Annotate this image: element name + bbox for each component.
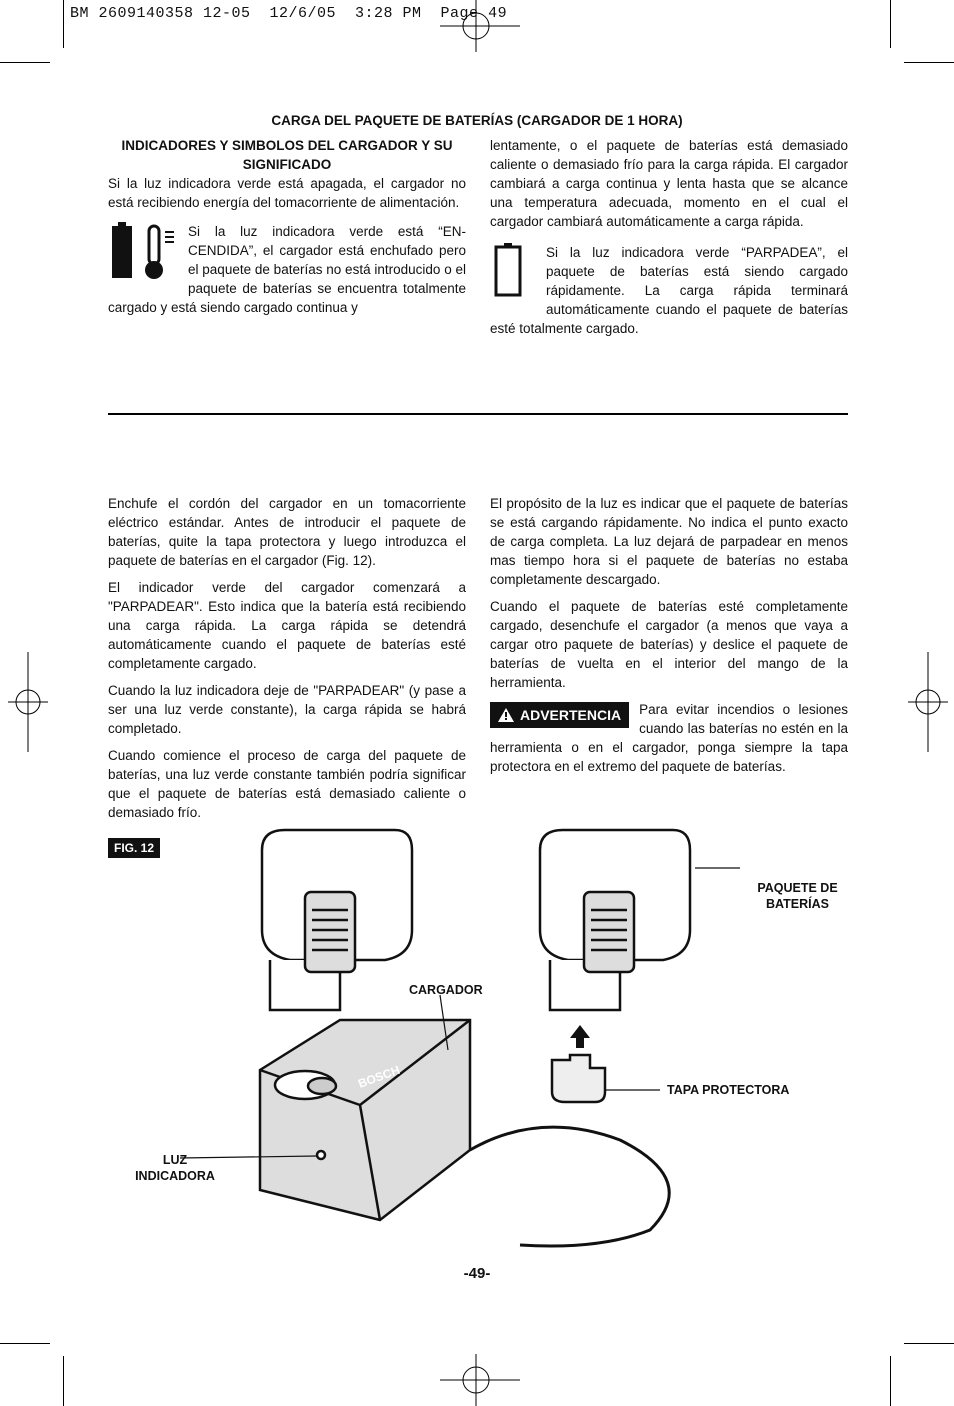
indicator-on-icons bbox=[108, 222, 188, 286]
indicator-blink-icons bbox=[490, 243, 546, 301]
charger-base bbox=[260, 1020, 470, 1220]
indicator-on-item bbox=[108, 222, 466, 317]
charging-paragraph-4: Cuando comience el proceso de carga del paquete de baterías, una luz verde constante también podría significar que el paquete de baterías está demasiado caliente o demasiado frío. bbox=[108, 748, 466, 820]
registration-mark-top bbox=[440, 0, 520, 52]
insert-arrow bbox=[570, 1025, 590, 1048]
battery-pack-loose bbox=[540, 830, 690, 1010]
indicator-on-continued: lentamente, o el paquete de baterías está demasiado caliente o demasiado frío para la carga rápida. El cargador cambiará a carga continua y lenta hasta que se alcance una temperatura adecuada, momento en el cual el cargador cambiará automáticamente a carga rápida. bbox=[490, 138, 848, 229]
charging-paragraph-3: Cuando la luz indicadora deje de "PARPADEAR" (y pase a ser una luz verde constante), la carga rápida se habrá completado. bbox=[108, 683, 466, 736]
charging-paragraph-2: El indicador verde del cargador comenzará a "PARPADEAR". Esto indica que la batería está recibiendo una carga rápida. La carga rápida se detendrá automáticamente cuando el paquete de baterías esté completamente cargado. bbox=[108, 580, 466, 671]
charging-paragraph-6: Cuando el paquete de baterías esté completamente cargado, desenchufe el cargador (a menos que vaya a cargar otro paquete de baterías) y deslice el paquete de baterías de vuelta en el interior del mango de la herramienta. bbox=[490, 599, 848, 690]
protective-cap bbox=[552, 1055, 605, 1102]
battery-pack-inserted bbox=[262, 830, 412, 1010]
charging-left-column bbox=[108, 494, 466, 830]
thermometer-icon bbox=[144, 222, 184, 286]
indicators-intro: Si la luz indicadora verde está apagada, el cargador no está recibiendo energía del tomacorriente de alimentación. bbox=[108, 176, 466, 210]
battery-outline-icon bbox=[490, 243, 530, 301]
warning-block bbox=[490, 700, 848, 776]
callout-battery-pack: PAQUETE DE BATERÍAS bbox=[757, 881, 838, 911]
warning-label: ADVERTENCIA bbox=[520, 707, 622, 723]
print-slug: BM 2609140358 12-05 12/6/05 3:28 PM Page 49 bbox=[70, 5, 508, 22]
callout-protective-cap: TAPA PROTECTORA bbox=[667, 1083, 790, 1097]
callout-charger: CARGADOR bbox=[409, 983, 483, 997]
registration-mark-bottom bbox=[440, 1354, 520, 1406]
indicator-blink-text: Si la luz indicadora verde “PARPADEA”, el paquete de baterías está siendo cargado rápidamente. La carga rápida terminará automáticamente cuando el paquete de baterías esté totalmente cargado. bbox=[490, 245, 848, 336]
warning-text: Para evitar incendios o lesiones cuando las baterías no estén en la herramienta o en el cargador, ponga siempre la tapa protectora en el extremo del paquete de baterías. bbox=[490, 702, 848, 774]
warning-triangle-icon bbox=[498, 708, 514, 722]
warning-badge bbox=[490, 702, 629, 728]
indicators-heading: INDICADORES Y SIMBOLOS DEL CARGADOR Y SU SIGNIFICADO bbox=[121, 138, 453, 172]
indicator-blink-item bbox=[490, 243, 848, 338]
registration-mark-left bbox=[8, 652, 48, 752]
registration-mark-right bbox=[908, 652, 948, 752]
charging-paragraph-1: Enchufe el cordón del cargador en un tomacorriente eléctrico estándar. Antes de introducir el paquete de baterías, quite la tapa protectora y luego introduzca el paquete de baterías en el cargador (Fig. 12). bbox=[108, 496, 466, 568]
indicator-on-text: Si la luz indicadora verde está “EN-CENDIDA”, el cargador está enchufado pero el paquete de baterías no está introducido o el paquete de baterías se encuentra totalmente cargado y está siendo cargado continua y bbox=[108, 224, 466, 315]
power-cord bbox=[470, 1127, 669, 1246]
section-divider bbox=[108, 413, 848, 415]
callout-indicator-light: LUZ INDICADORA bbox=[135, 1153, 215, 1183]
charging-right-column bbox=[490, 494, 848, 776]
charging-paragraph-5: El propósito de la luz es indicar que el paquete de baterías se está cargando rápidamente. No indica el punto exacto de carga completa. La luz dejará de parpadear en menos mas tiempo hora si el paquete de baterías no estaba completamente descargado. bbox=[490, 496, 848, 587]
indicators-left-column bbox=[108, 136, 466, 317]
indicators-right-column bbox=[490, 136, 848, 338]
page-number: -49- bbox=[463, 1265, 491, 1282]
figure-label: FIG. 12 bbox=[108, 838, 160, 858]
brand-logo: BOSCH bbox=[356, 1062, 402, 1091]
section-title: CARGA DEL PAQUETE DE BATERÍAS (CARGADOR DE 1 HORA) bbox=[271, 113, 683, 128]
